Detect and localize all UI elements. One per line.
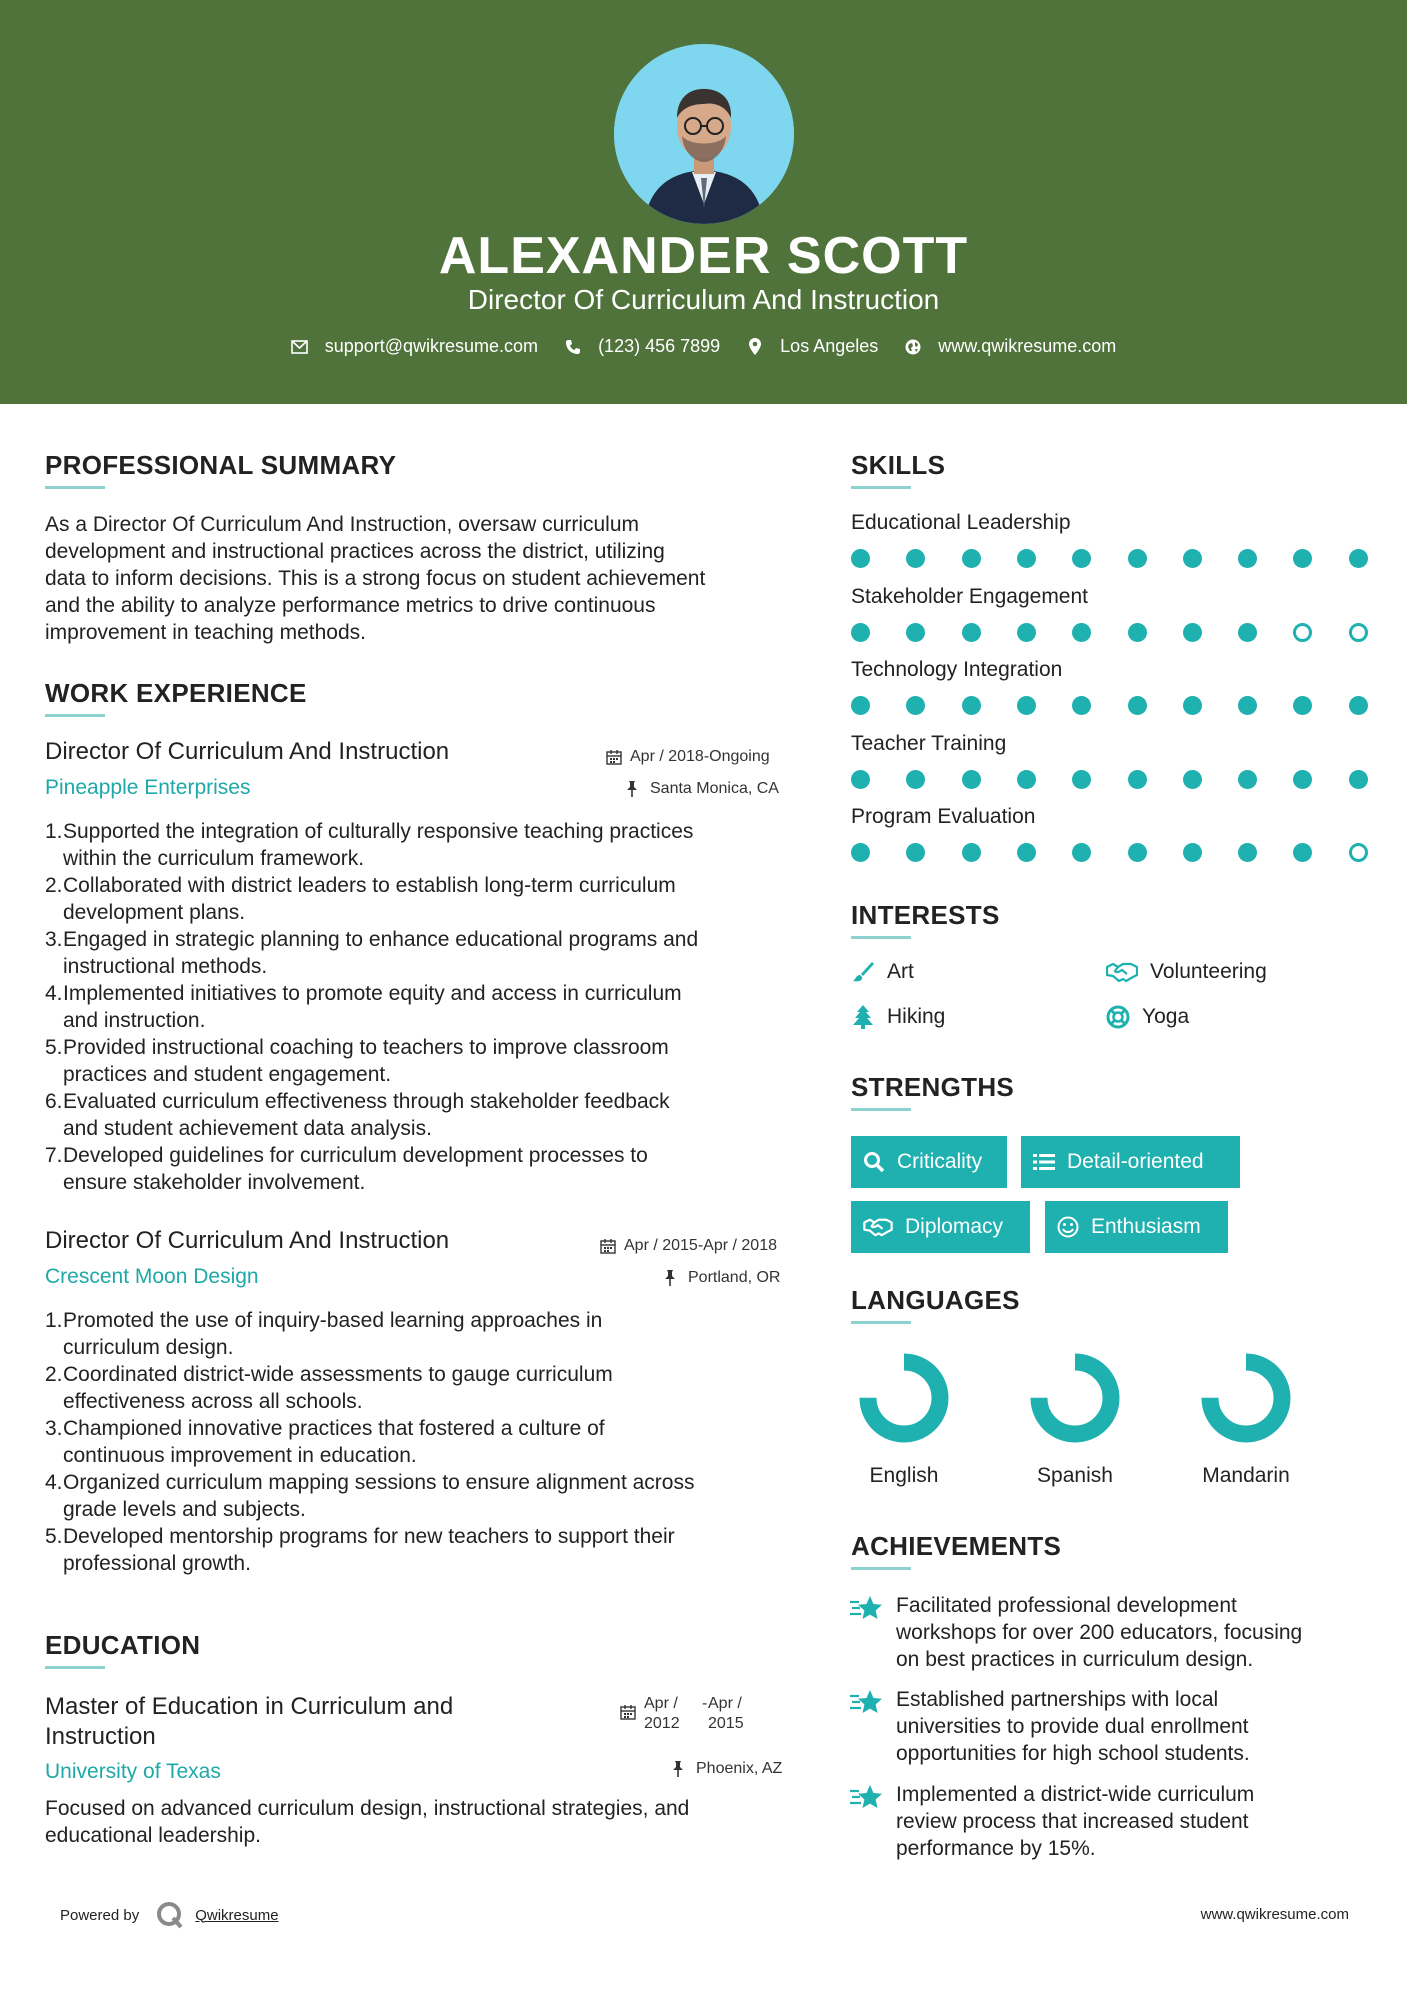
education-location [672, 1760, 782, 1778]
achievement-item [896, 1592, 1376, 1673]
job-dates-text: Apr / 2015-Apr / 2018 [624, 1237, 777, 1254]
map-pin-icon [746, 338, 764, 356]
achievement-line: workshops for over 200 educators, focusing [896, 1621, 1303, 1644]
interest-label: Yoga [1142, 1005, 1190, 1028]
achievement-line: performance by 15%. [896, 1837, 1096, 1860]
pushpin-icon [626, 781, 642, 797]
job-title: Director Of Curriculum And Instruction [45, 738, 450, 765]
job-dates [600, 1237, 777, 1255]
education-desc-line: Focused on advanced curriculum design, instructional strategies, and [45, 1797, 690, 1820]
skill-dot-filled [851, 770, 870, 789]
summary-line: improvement in teaching methods. [45, 621, 366, 644]
skill-dot-empty [1349, 843, 1368, 862]
strength-detail-oriented [1021, 1136, 1240, 1188]
job-dates [606, 748, 770, 766]
school-name: University of Texas [45, 1760, 221, 1783]
skill-dot-filled [906, 623, 925, 642]
skill-dot-filled [1128, 843, 1147, 862]
language-label: Mandarin [1202, 1464, 1290, 1487]
language-label: Spanish [1037, 1464, 1113, 1487]
skill-dot-filled [962, 770, 981, 789]
strength-criticality [851, 1136, 1007, 1188]
degree-line: Master of Education in Curriculum and [45, 1693, 454, 1720]
envelope-icon [291, 338, 309, 356]
job-duties [45, 818, 808, 1196]
skill-dot-filled [1293, 770, 1312, 789]
resume-header [0, 0, 1407, 404]
achievement-line: Established partnerships with local [896, 1688, 1219, 1711]
skill-dot-filled [962, 843, 981, 862]
summary-line: data to inform decisions. This is a strong focus on student achievement [45, 567, 706, 590]
footer-url[interactable]: www.qwikresume.com [1200, 1906, 1349, 1923]
skill-dot-filled [1128, 770, 1147, 789]
interests-underline [851, 936, 911, 939]
qwikresume-link[interactable]: Qwikresume [195, 1906, 279, 1924]
list-item: 6. Evaluated curriculum effectiveness through stakeholder feedback and student achievement data analysis. [45, 1090, 670, 1140]
languages-underline [851, 1321, 911, 1324]
contact-location [746, 336, 878, 357]
star-icon [849, 1594, 883, 1624]
lifebuoy-icon [1106, 1005, 1130, 1029]
education-start: Apr / 2012 [644, 1695, 680, 1732]
star-icon [849, 1783, 883, 1813]
calendar-icon [600, 1238, 616, 1254]
skill-dot-filled [851, 843, 870, 862]
skill-dot-filled [1293, 843, 1312, 862]
interests-heading: INTERESTS [851, 900, 1000, 930]
star-icon [849, 1688, 883, 1718]
job-location [664, 1269, 780, 1287]
skill-dot-filled [1293, 549, 1312, 568]
skill-dot-filled [1072, 843, 1091, 862]
company-name: Crescent Moon Design [45, 1265, 259, 1288]
skills-heading: SKILLS [851, 450, 946, 480]
education-location-text: Phoenix, AZ [696, 1760, 783, 1777]
education-underline [45, 1666, 105, 1669]
summary-heading: PROFESSIONAL SUMMARY [45, 450, 397, 480]
strength-enthusiasm [1045, 1201, 1228, 1253]
skill-dot-filled [906, 549, 925, 568]
language-ring [1200, 1352, 1292, 1444]
skill-dot-filled [1072, 770, 1091, 789]
skill-dot-filled [1072, 549, 1091, 568]
skill-dot-filled [1183, 623, 1202, 642]
summary-underline [45, 486, 105, 489]
qwikresume-logo-icon [155, 1900, 185, 1930]
skill-name: Teacher Training [851, 731, 1007, 755]
skill-dot-filled [906, 770, 925, 789]
smile-icon [1057, 1216, 1079, 1238]
skill-dot-filled [1072, 696, 1091, 715]
skill-dot-filled [1349, 549, 1368, 568]
language-ring [858, 1352, 950, 1444]
skill-dot-filled [962, 623, 981, 642]
achievements-heading: ACHIEVEMENTS [851, 1531, 1062, 1561]
phone-icon [564, 338, 582, 356]
skill-dot-filled [1128, 696, 1147, 715]
job-dates-text: Apr / 2018-Ongoing [630, 748, 770, 765]
education-description [45, 1795, 805, 1849]
language-level-arc [1210, 1362, 1282, 1434]
list-item: 3. Championed innovative practices that fostered a culture of continuous improvement in education. [45, 1417, 605, 1467]
strength-label: Diplomacy [905, 1215, 1004, 1238]
achievement-line: on best practices in curriculum design. [896, 1648, 1254, 1671]
skill-dot-filled [1017, 623, 1036, 642]
skill-dot-filled [1183, 770, 1202, 789]
list-item: 1. Supported the integration of culturally responsive teaching practices within the curriculum framework. [45, 820, 694, 870]
contact-email-text: support@qwikresume.com [324, 336, 539, 356]
skill-name: Program Evaluation [851, 805, 1036, 828]
skill-dot-filled [1183, 696, 1202, 715]
list-item: 1. Promoted the use of inquiry-based learning approaches in curriculum design. [45, 1309, 603, 1359]
strength-label: Detail-oriented [1067, 1150, 1204, 1173]
company-name: Pineapple Enterprises [45, 776, 251, 799]
language-level-arc [868, 1362, 940, 1434]
globe-icon [904, 338, 922, 356]
handshake-icon [863, 1216, 893, 1238]
degree-line: Instruction [45, 1723, 156, 1750]
skill-rating [851, 843, 1371, 863]
summary-line: development and instructional practices across the district, utilizing [45, 540, 665, 563]
paintbrush-icon [851, 960, 875, 984]
powered-by-label: Powered by [60, 1906, 140, 1924]
list-item: 2. Collaborated with district leaders to establish long-term curriculum development plans. [45, 874, 676, 924]
list-item: 4. Organized curriculum mapping sessions to ensure alignment across grade levels and subjects. [45, 1471, 695, 1521]
job-location [626, 780, 779, 798]
skill-dot-filled [1349, 696, 1368, 715]
contact-website[interactable] [904, 336, 1116, 357]
skill-rating [851, 623, 1371, 643]
skill-name: Educational Leadership [851, 511, 1071, 534]
achievement-line: review process that increased student [896, 1810, 1249, 1833]
skill-dot-filled [1017, 696, 1036, 715]
summary-line: As a Director Of Curriculum And Instruction, oversaw curriculum [45, 513, 640, 536]
strength-diplomacy [851, 1201, 1030, 1253]
skill-dot-filled [962, 549, 981, 568]
skill-dot-filled [1017, 843, 1036, 862]
candidate-name: ALEXANDER SCOTT [438, 227, 969, 285]
skill-dot-filled [1238, 549, 1257, 568]
skills-underline [851, 486, 911, 489]
job-location-text: Santa Monica, CA [650, 780, 779, 797]
skill-dot-filled [962, 696, 981, 715]
skill-dot-filled [1238, 770, 1257, 789]
pushpin-icon [672, 1761, 688, 1777]
language-label: English [869, 1464, 939, 1487]
skill-dot-filled [906, 696, 925, 715]
skill-dot-filled [1183, 843, 1202, 862]
achievements-underline [851, 1567, 911, 1570]
skill-dot-filled [851, 549, 870, 568]
skill-name: Stakeholder Engagement [851, 584, 1088, 608]
skill-dot-filled [1238, 843, 1257, 862]
education-end: Apr / 2015 [708, 1695, 744, 1732]
skill-dot-filled [1238, 623, 1257, 642]
interest-label: Art [887, 960, 914, 983]
skill-dot-filled [1017, 770, 1036, 789]
skill-dot-filled [1293, 696, 1312, 715]
achievement-line: opportunities for high school students. [896, 1742, 1250, 1765]
candidate-title: Director Of Curriculum And Instruction [467, 284, 940, 315]
interest-art [851, 960, 914, 984]
interest-volunteering [1106, 960, 1267, 984]
contact-phone-text: (123) 456 7899 [598, 336, 721, 356]
contact-bar [0, 336, 1407, 357]
list-item: 3. Engaged in strategic planning to enhance educational programs and instructional methods. [45, 928, 699, 978]
strengths-heading: STRENGTHS [851, 1072, 1015, 1102]
list-icon [1033, 1151, 1055, 1173]
job-title: Director Of Curriculum And Instruction [45, 1227, 450, 1254]
contact-phone[interactable] [564, 336, 720, 357]
skill-rating [851, 696, 1371, 716]
avatar [614, 44, 794, 224]
skill-dot-filled [1349, 770, 1368, 789]
language-ring [1029, 1352, 1121, 1444]
skill-dot-empty [1349, 623, 1368, 642]
skill-dot-filled [851, 696, 870, 715]
skill-dot-filled [1017, 549, 1036, 568]
skill-dot-filled [1238, 696, 1257, 715]
achievement-line: Implemented a district-wide curriculum [896, 1783, 1255, 1806]
experience-heading: WORK EXPERIENCE [45, 678, 307, 708]
search-icon [863, 1151, 885, 1173]
language-level-arc [1039, 1362, 1111, 1434]
skill-dot-filled [851, 623, 870, 642]
achievement-item [896, 1686, 1376, 1767]
achievement-item [896, 1781, 1376, 1862]
languages-heading: LANGUAGES [851, 1285, 1020, 1315]
strength-label: Criticality [897, 1150, 983, 1173]
handshake-icon [1106, 960, 1138, 984]
list-item: 5. Developed mentorship programs for new teachers to support their professional growth. [45, 1525, 675, 1575]
skill-dot-filled [906, 843, 925, 862]
contact-location-text: Los Angeles [780, 336, 879, 356]
skill-dot-filled [1183, 549, 1202, 568]
interest-yoga [1106, 1005, 1189, 1029]
pushpin-icon [664, 1270, 680, 1286]
contact-email[interactable] [291, 336, 538, 357]
summary-text [45, 511, 805, 646]
skill-name: Technology Integration [851, 658, 1063, 681]
powered-by [60, 1900, 279, 1930]
skill-dot-empty [1293, 623, 1312, 642]
education-dates: Apr / 2012 - Apr / 2015 [620, 1694, 744, 1734]
achievement-line: universities to provide dual enrollment [896, 1715, 1249, 1738]
strength-label: Enthusiasm [1091, 1215, 1201, 1238]
calendar-icon [620, 1704, 636, 1720]
education-heading: EDUCATION [45, 1630, 201, 1660]
skill-dot-filled [1128, 623, 1147, 642]
list-item: 2. Coordinated district-wide assessments to gauge curriculum effectiveness across all schools. [45, 1363, 613, 1413]
calendar-icon [606, 749, 622, 765]
job-location-text: Portland, OR [688, 1269, 781, 1286]
job-duties [45, 1307, 808, 1577]
degree-title [45, 1692, 453, 1752]
interest-label: Hiking [887, 1005, 946, 1028]
summary-line: and the ability to analyze performance metrics to drive continuous [45, 594, 656, 617]
list-item: 7. Developed guidelines for curriculum development processes to ensure stakeholder involvement. [45, 1144, 648, 1194]
strengths-underline [851, 1108, 911, 1111]
skill-dot-filled [1072, 623, 1091, 642]
interest-label: Volunteering [1150, 960, 1267, 983]
tree-icon [851, 1005, 875, 1029]
skill-rating [851, 549, 1371, 569]
contact-website-text: www.qwikresume.com [938, 336, 1117, 356]
list-item: 4. Implemented initiatives to promote equity and access in curriculum and instruction. [45, 982, 682, 1032]
achievement-line: Facilitated professional development [896, 1594, 1237, 1617]
list-item: 5. Provided instructional coaching to teachers to improve classroom practices and student engagement. [45, 1036, 669, 1086]
skill-dot-filled [1128, 549, 1147, 568]
interest-hiking [851, 1005, 945, 1029]
experience-underline [45, 714, 105, 717]
skill-rating [851, 770, 1371, 790]
education-desc-line: educational leadership. [45, 1824, 261, 1847]
